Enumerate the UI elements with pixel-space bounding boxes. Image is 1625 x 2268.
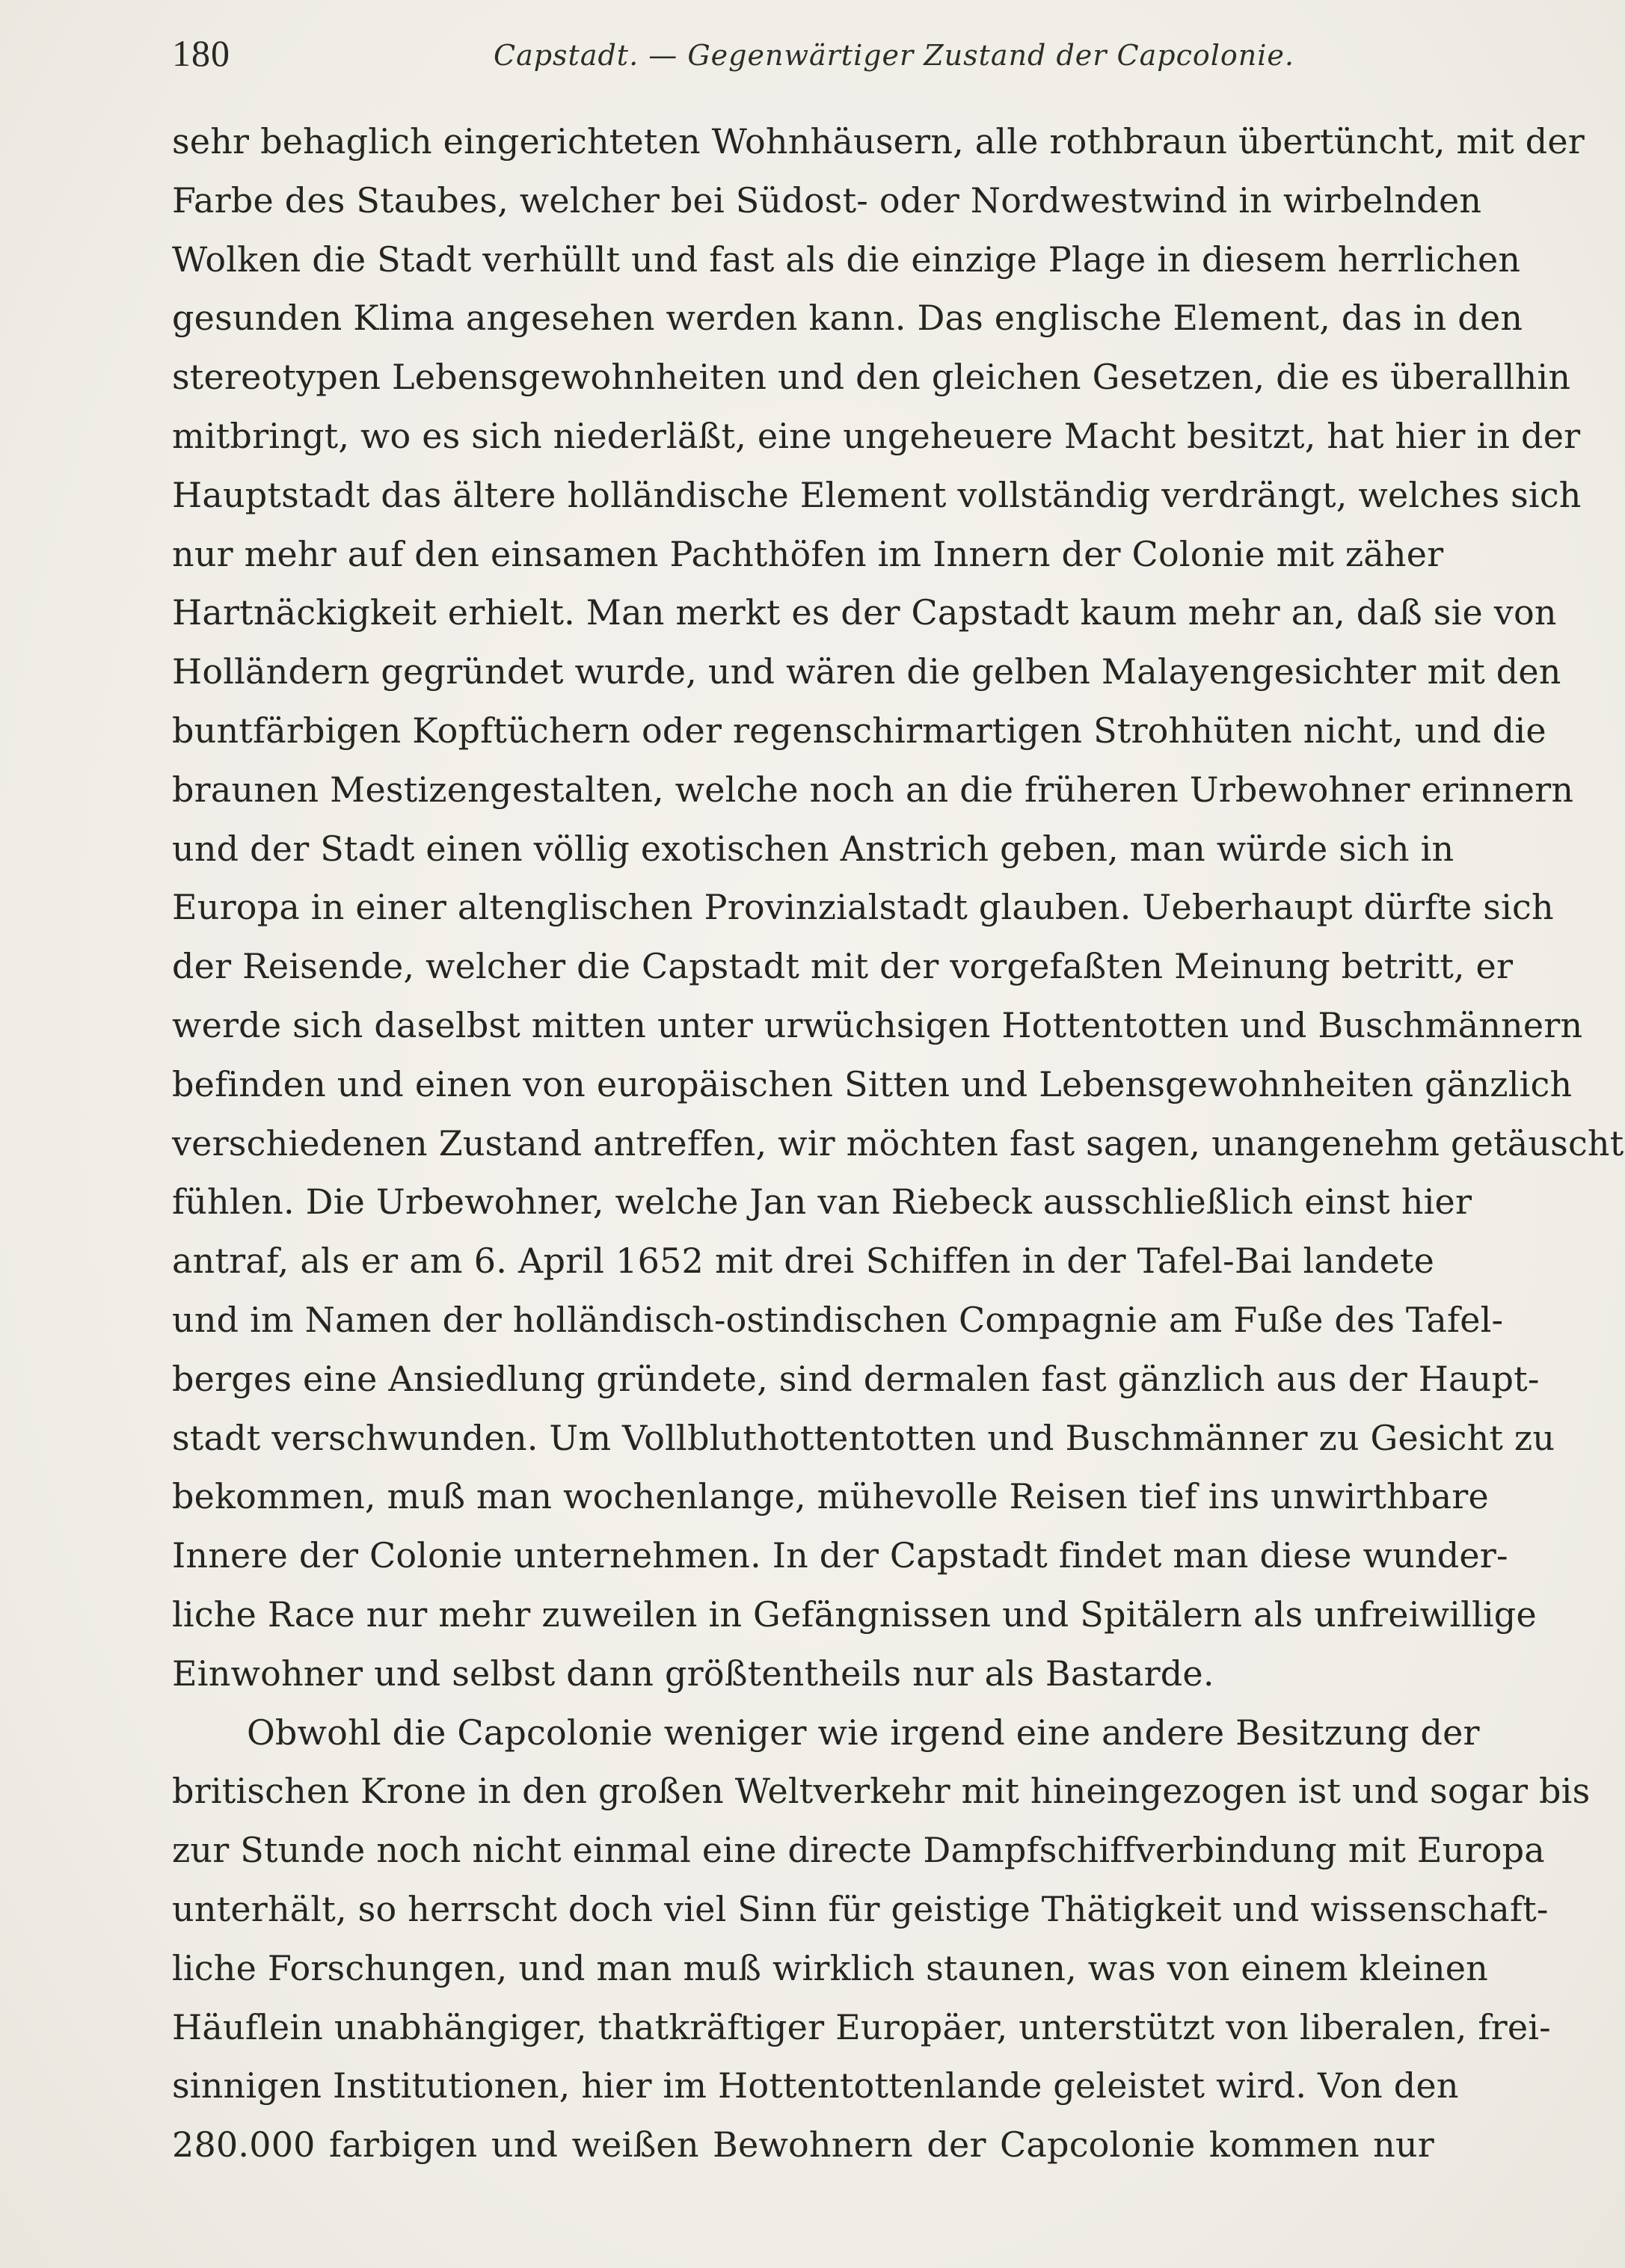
- page-header: [172, 28, 1443, 81]
- text-line: braunen Mestizengestalten, welche noch an die früheren Urbewohner erinnern: [172, 769, 1574, 810]
- text-line: und im Namen der holländisch-ostindischen Compagnie am Fuße des Tafel-: [172, 1299, 1504, 1340]
- text-line: gesunden Klima angesehen werden kann. Das englische Element, das in den: [172, 298, 1523, 339]
- text-line: antraf, als er am 6. April 1652 mit drei Schiffen in der Tafel-Bai landete: [172, 1241, 1434, 1282]
- text-line: Obwohl die Capcolonie weniger wie irgend eine andere Besitzung der: [247, 1712, 1480, 1753]
- paragraph-1: [172, 112, 1624, 1703]
- text-line: fühlen. Die Urbewohner, welche Jan van Riebeck ausschließlich einst hier: [172, 1181, 1472, 1223]
- text-line: Häuflein unabhängiger, thatkräftiger Europäer, unterstützt von liberalen, frei-: [172, 2006, 1551, 2047]
- body-text: [172, 112, 1624, 2175]
- text-line: zur Stunde noch nicht einmal eine directe Dampfschiffverbindung mit Europa: [172, 1830, 1545, 1871]
- text-line: Innere der Colonie unternehmen. In der Capstadt findet man diese wunder-: [172, 1535, 1508, 1576]
- text-line: und der Stadt einen völlig exotischen Anstrich geben, man würde sich in: [172, 828, 1454, 869]
- text-line: liche Race nur mehr zuweilen in Gefängnissen und Spitälern als unfreiwillige: [172, 1594, 1537, 1635]
- text-line: sinnigen Institutionen, hier im Hottentottenlande geleistet wird. Von den: [172, 2065, 1459, 2106]
- text-line: nur mehr auf den einsamen Pachthöfen im Innern der Colonie mit zäher: [172, 533, 1444, 574]
- text-line: sehr behaglich eingerichteten Wohnhäusern, alle rothbraun übertüncht, mit der: [172, 121, 1585, 162]
- text-line: britischen Krone in den großen Weltverkehr mit hineingezogen ist und sogar bis: [172, 1771, 1591, 1812]
- paragraph-2: [172, 1703, 1591, 2175]
- running-title: Capstadt. — Gegenwärtiger Zustand der Capcolonie.: [494, 39, 1294, 72]
- text-line: mitbringt, wo es sich niederläßt, eine ungeheuere Macht besitzt, hat hier in der: [172, 415, 1581, 456]
- text-line: liche Forschungen, und man muß wirklich staunen, was von einem kleinen: [172, 1947, 1488, 1988]
- text-line: Europa in einer altenglischen Provinzialstadt glauben. Ueberhaupt dürfte sich: [172, 887, 1554, 928]
- text-line: stadt verschwunden. Um Vollbluthottentotten und Buschmänner zu Gesicht zu: [172, 1417, 1555, 1458]
- text-line: bekommen, muß man wochenlange, mühevolle Reisen tief ins unwirthbare: [172, 1476, 1489, 1517]
- text-line: der Reisende, welcher die Capstadt mit der vorgefaßten Meinung betritt, er: [172, 946, 1514, 987]
- text-line: buntfärbigen Kopftüchern oder regenschirmartigen Strohhüten nicht, und die: [172, 710, 1546, 751]
- text-line: befinden und einen von europäischen Sitten und Lebensgewohnheiten gänzlich: [172, 1063, 1573, 1104]
- page-number: 180: [172, 32, 230, 74]
- text-line: stereotypen Lebensgewohnheiten und den gleichen Gesetzen, die es überallhin: [172, 357, 1571, 398]
- text-line: Farbe des Staubes, welcher bei Südost- oder Nordwestwind in wirbelnden: [172, 179, 1482, 221]
- text-line: Wolken die Stadt verhüllt und fast als die einzige Plage in diesem herrlichen: [172, 239, 1521, 280]
- text-line: verschiedenen Zustand antreffen, wir möchten fast sagen, unangenehm getäuscht: [172, 1122, 1624, 1164]
- text-line: berges eine Ansiedlung gründete, sind dermalen fast gänzlich aus der Haupt-: [172, 1358, 1540, 1399]
- text-line: 280.000 farbigen und weißen Bewohnern der Capcolonie kommen nur: [172, 2124, 1434, 2166]
- text-line: Einwohner und selbst dann größtentheils nur als Bastarde.: [172, 1653, 1214, 1694]
- text-line: Hauptstadt das ältere holländische Element vollständig verdrängt, welches sich: [172, 474, 1582, 515]
- text-line: Holländern gegründet wurde, und wären die gelben Malayengesichter mit den: [172, 651, 1561, 692]
- text-line: unterhält, so herrscht doch viel Sinn für geistige Thätigkeit und wissenschaft-: [172, 1888, 1549, 1929]
- text-line: werde sich daselbst mitten unter urwüchsigen Hottentotten und Buschmännern: [172, 1004, 1583, 1045]
- text-line: Hartnäckigkeit erhielt. Man merkt es der Capstadt kaum mehr an, daß sie von: [172, 592, 1557, 633]
